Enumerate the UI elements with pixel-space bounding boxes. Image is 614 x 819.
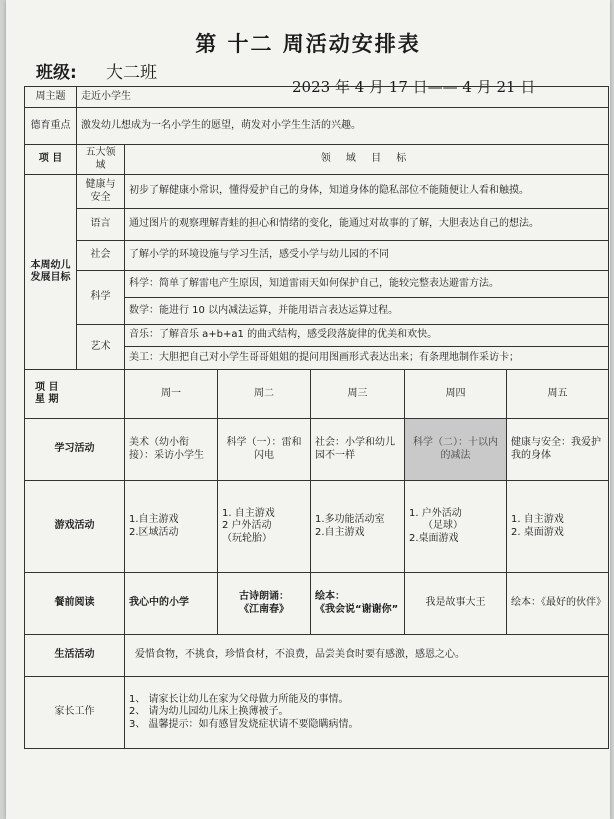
learning-cell: 健康与安全：我爱护我的身体 — [507, 419, 609, 481]
games-line: 1.自主游戏 — [129, 514, 179, 525]
learning-cell: 美术（幼小衔接）：采访小学生 — [125, 419, 218, 481]
reading-row — [25, 573, 609, 635]
moral-label: 德育重点 — [25, 108, 77, 145]
area-name: 社会 — [77, 241, 125, 271]
reading-line: 《我会说“谢谢你” — [315, 603, 399, 615]
area-row-music — [25, 325, 609, 347]
area-goal: 美工：大胆把自己对小学生哥哥姐姐的提问用图画形式表达出来；有条理地制作采访卡； — [125, 347, 609, 370]
day-header: 周三 — [311, 370, 405, 419]
day-header: 周五 — [507, 370, 609, 419]
schedule-sheet — [6, 0, 610, 819]
life-value: 爱惜食物，不挑食，珍惜食材，不浪费，品尝美食时要有感激，感恩之心。 — [125, 635, 609, 677]
class-value: 大二班 — [106, 63, 157, 83]
reading-line: 《江南春》 — [239, 603, 289, 615]
games-line: 1.多功能活动室 — [315, 514, 385, 525]
domain-goal-header: 领 域 目 标 — [125, 145, 609, 175]
date-range: 2023 年 4 月 17 日—— 4 月 21 日 — [292, 78, 536, 96]
life-row — [25, 635, 609, 677]
area-goal: 数学：能进行 10 以内减法运算，并能用语言表达运算过程。 — [125, 298, 609, 325]
goals-item-header: 项 目 — [25, 145, 77, 175]
area-goal: 科学：简单了解雷电产生原因，知道雷雨天如何保护自己，能较完整表达避雷方法。 — [125, 271, 609, 298]
area-name: 科学 — [77, 271, 125, 325]
area-goal: 了解小学的环境设施与学习生活，感受小学与幼儿园的不同 — [125, 241, 609, 271]
games-line: （足球） — [423, 520, 463, 532]
games-label: 游戏活动 — [25, 481, 125, 573]
weekday-label: 星 期 — [35, 394, 59, 405]
games-row — [25, 481, 609, 573]
class-label: 班级: — [36, 63, 77, 83]
games-cell — [405, 481, 507, 573]
area-row-science — [25, 271, 609, 298]
games-cell — [507, 481, 609, 573]
reading-cell — [507, 573, 609, 635]
item-label: 项 目 — [35, 381, 59, 393]
area-goal: 通过图片的观察理解青蛙的担心和情绪的变化，能通过对故事的了解，大胆表达自己的想法。 — [125, 209, 609, 241]
theme-label: 周主题 — [25, 87, 77, 108]
learning-cell: 科学（一）：雷和闪电 — [218, 419, 311, 481]
schedule-corner — [25, 370, 125, 419]
reading-label: 餐前阅读 — [25, 573, 125, 635]
area-row-language — [25, 209, 609, 241]
reading-line: 古诗朗诵： — [239, 591, 289, 602]
area-row-health — [25, 175, 609, 209]
area-goal: 初步了解健康小常识，懂得爱护自己的身体，知道身体的隐私部位不能随便让人看和触摸。 — [125, 175, 609, 209]
games-line: 2.自主游戏 — [315, 526, 365, 538]
life-label: 生活活动 — [25, 635, 125, 677]
area-goal: 音乐：了解音乐 a+b+a1 的曲式结构，感受段落旋律的优美和欢快。 — [125, 325, 609, 347]
five-areas-header: 五大领域 — [77, 145, 125, 175]
games-cell — [125, 481, 218, 573]
reading-line: 我是故事大王 — [425, 597, 486, 609]
home-item: 3、 温馨提示：如有感冒发烧症状请不要隐瞒病情。 — [129, 718, 359, 730]
games-line: 2.桌面游戏 — [409, 532, 459, 544]
theme-row — [25, 87, 609, 108]
learning-cell: 科学（二）：十以内的减法 — [405, 419, 507, 481]
moral-row — [25, 108, 609, 145]
games-line: 2.区域活动 — [129, 526, 179, 538]
games-line: 1. 自主游戏 — [222, 507, 275, 519]
goals-header-row — [25, 145, 609, 175]
area-name: 健康与安全 — [77, 175, 125, 209]
games-line: 1. 自主游戏 — [511, 514, 564, 525]
games-cell — [218, 481, 311, 573]
home-label: 家长工作 — [25, 677, 125, 749]
home-item: 2、 请为幼儿园幼儿床上换薄被子。 — [129, 706, 289, 718]
day-header: 周二 — [218, 370, 311, 419]
area-row-social — [25, 241, 609, 271]
theme-value: 走近小学生 — [77, 87, 609, 108]
games-line: （玩轮胎） — [222, 532, 272, 544]
games-line: 1. 户外活动 — [409, 507, 462, 519]
games-cell — [311, 481, 405, 573]
learning-label: 学习活动 — [25, 419, 125, 481]
games-line: 2 户外活动 — [222, 520, 272, 532]
development-goals-label: 本周幼儿发展目标 — [25, 175, 77, 370]
area-name: 艺术 — [77, 325, 125, 370]
reading-line: 绘本：《最好的伙伴》 — [511, 597, 606, 609]
moral-value: 激发幼儿想成为一名小学生的愿望，萌发对小学生生活的兴趣。 — [77, 108, 609, 145]
home-item: 1、 请家长让幼儿在家为父母做力所能及的事情。 — [129, 693, 349, 705]
reading-line: 绘本： — [315, 591, 345, 602]
learning-row — [25, 419, 609, 481]
weekly-plan-table — [24, 86, 609, 749]
reading-cell — [125, 573, 218, 635]
games-line: 2. 桌面游戏 — [511, 526, 564, 538]
reading-cell — [218, 573, 311, 635]
home-row — [25, 677, 609, 749]
page-title: 第 十二 周活动安排表 — [195, 32, 421, 56]
home-items — [125, 677, 609, 749]
area-name: 语言 — [77, 209, 125, 241]
learning-cell: 社会：小学和幼儿园不一样 — [311, 419, 405, 481]
day-header: 周四 — [405, 370, 507, 419]
reading-cell — [311, 573, 405, 635]
schedule-header-row — [25, 370, 609, 419]
reading-line: 我心中的小学 — [129, 597, 189, 609]
reading-cell — [405, 573, 507, 635]
day-header: 周一 — [125, 370, 218, 419]
